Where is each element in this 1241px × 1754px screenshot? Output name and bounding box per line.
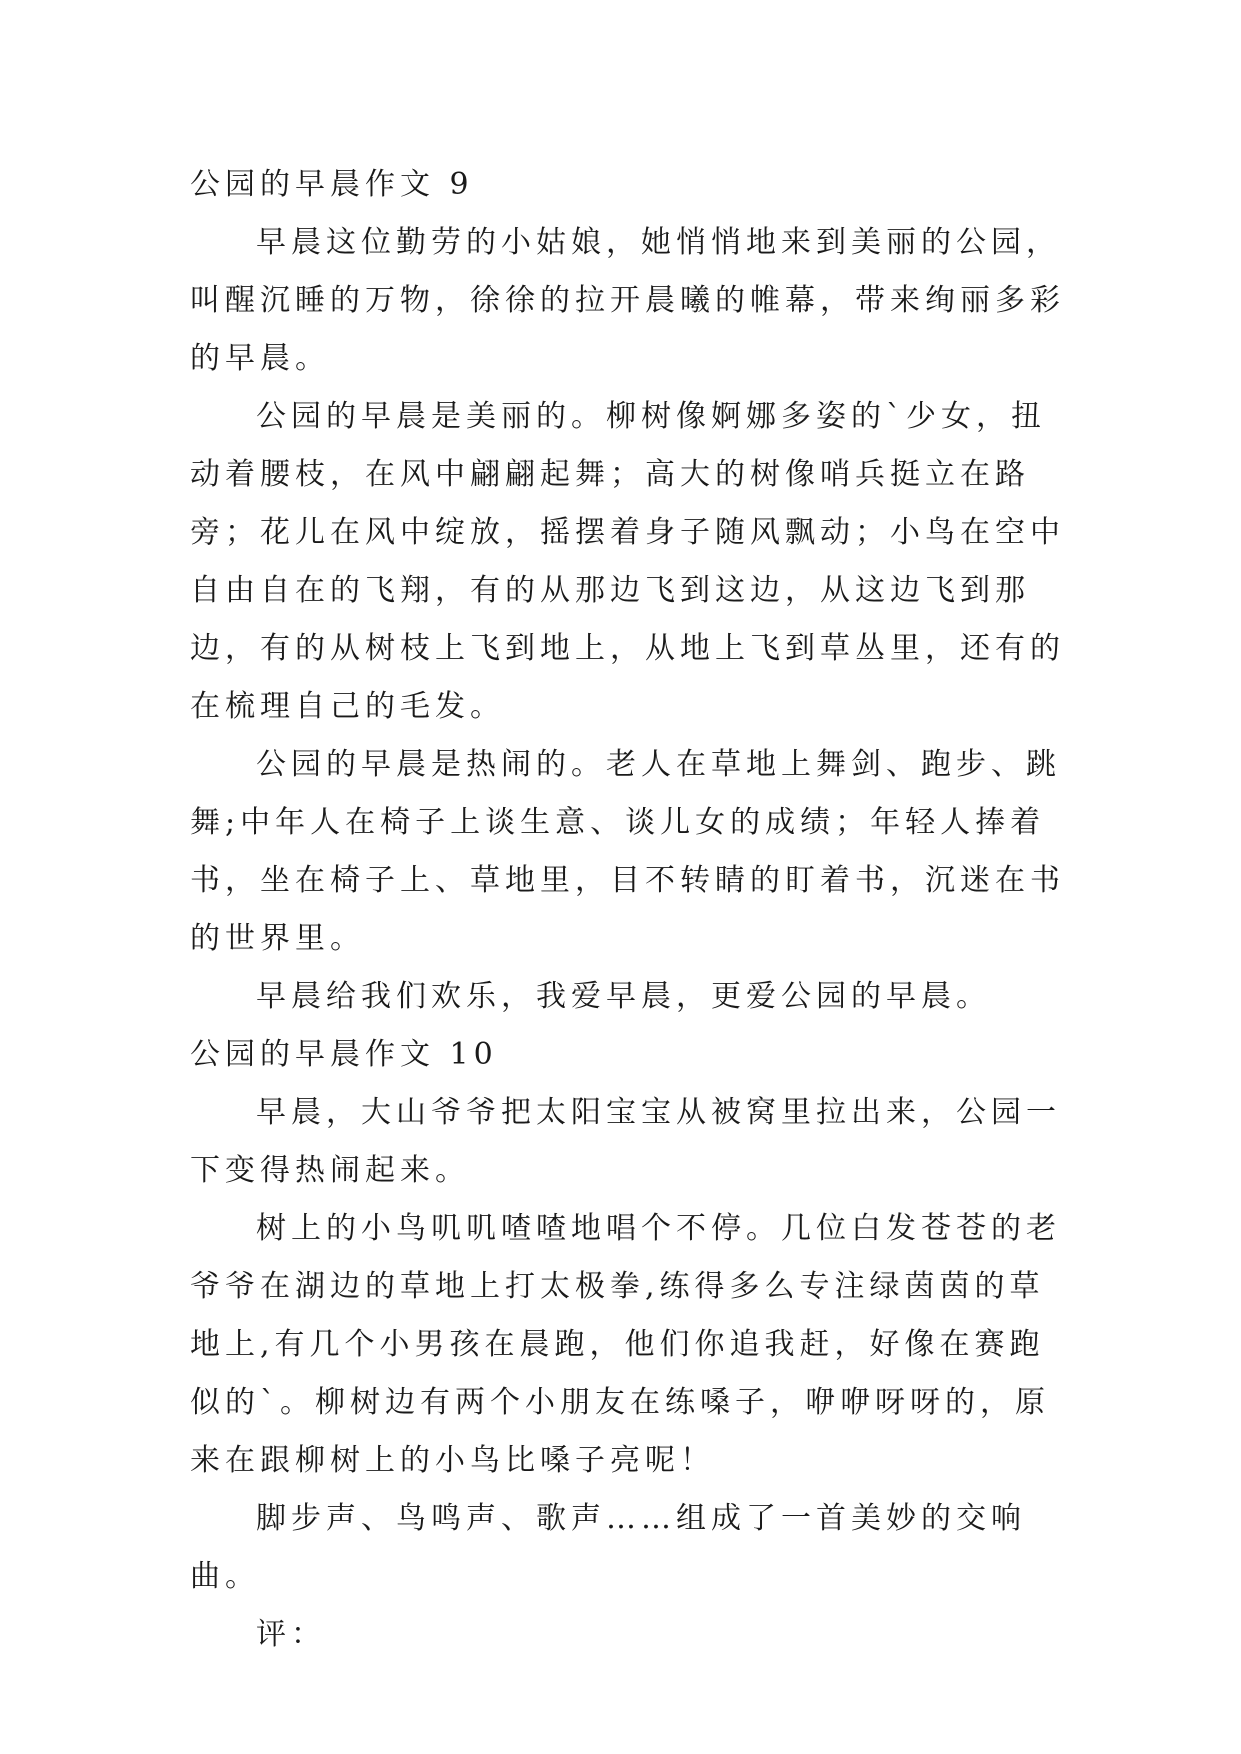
- paragraph: 树上的小鸟叽叽喳喳地唱个不停。几位白发苍苍的老爷爷在湖边的草地上打太极拳,练得多么专注绿茵茵的草地上,有几个小男孩在晨跑，他们你追我赶，好像在赛跑似的`。柳树边有两个小朋友在练嗓子，咿咿呀呀的，原来在跟柳树上的小鸟比嗓子亮呢！: [190, 1211, 1061, 1478]
- section-title: 公园的早晨作文 10: [190, 1037, 498, 1072]
- comment-label: 评：: [256, 1617, 326, 1652]
- paragraph: 早晨，大山爷爷把太阳宝宝从被窝里拉出来，公园一下变得热闹起来。: [190, 1095, 1061, 1188]
- section-title: 公园的早晨作文 9: [190, 167, 474, 202]
- paragraph: 早晨给我们欢乐，我爱早晨，更爱公园的早晨。: [256, 979, 991, 1014]
- paragraph: 公园的早晨是热闹的。老人在草地上舞剑、跑步、跳舞;中年人在椅子上谈生意、谈儿女的成绩；年轻人捧着书，坐在椅子上、草地里，目不转睛的盯着书，沉迷在书的世界里。: [190, 747, 1065, 956]
- paragraph: 脚步声、鸟鸣声、歌声……组成了一首美妙的交响曲。: [190, 1501, 1026, 1594]
- paragraph: 早晨这位勤劳的小姑娘，她悄悄地来到美丽的公园，叫醒沉睡的万物，徐徐的拉开晨曦的帷幕，带来绚丽多彩的早晨。: [190, 225, 1065, 376]
- document-body: [190, 156, 1070, 1664]
- paragraph: 公园的早晨是美丽的。柳树像婀娜多姿的`少女，扭动着腰枝，在风中翩翩起舞；高大的树像哨兵挺立在路旁；花儿在风中绽放，摇摆着身子随风飘动；小鸟在空中自由自在的飞翔，有的从那边飞到这边，从这边飞到那边，有的从树枝上飞到地上，从地上飞到草丛里，还有的在梳理自己的毛发。: [190, 399, 1065, 724]
